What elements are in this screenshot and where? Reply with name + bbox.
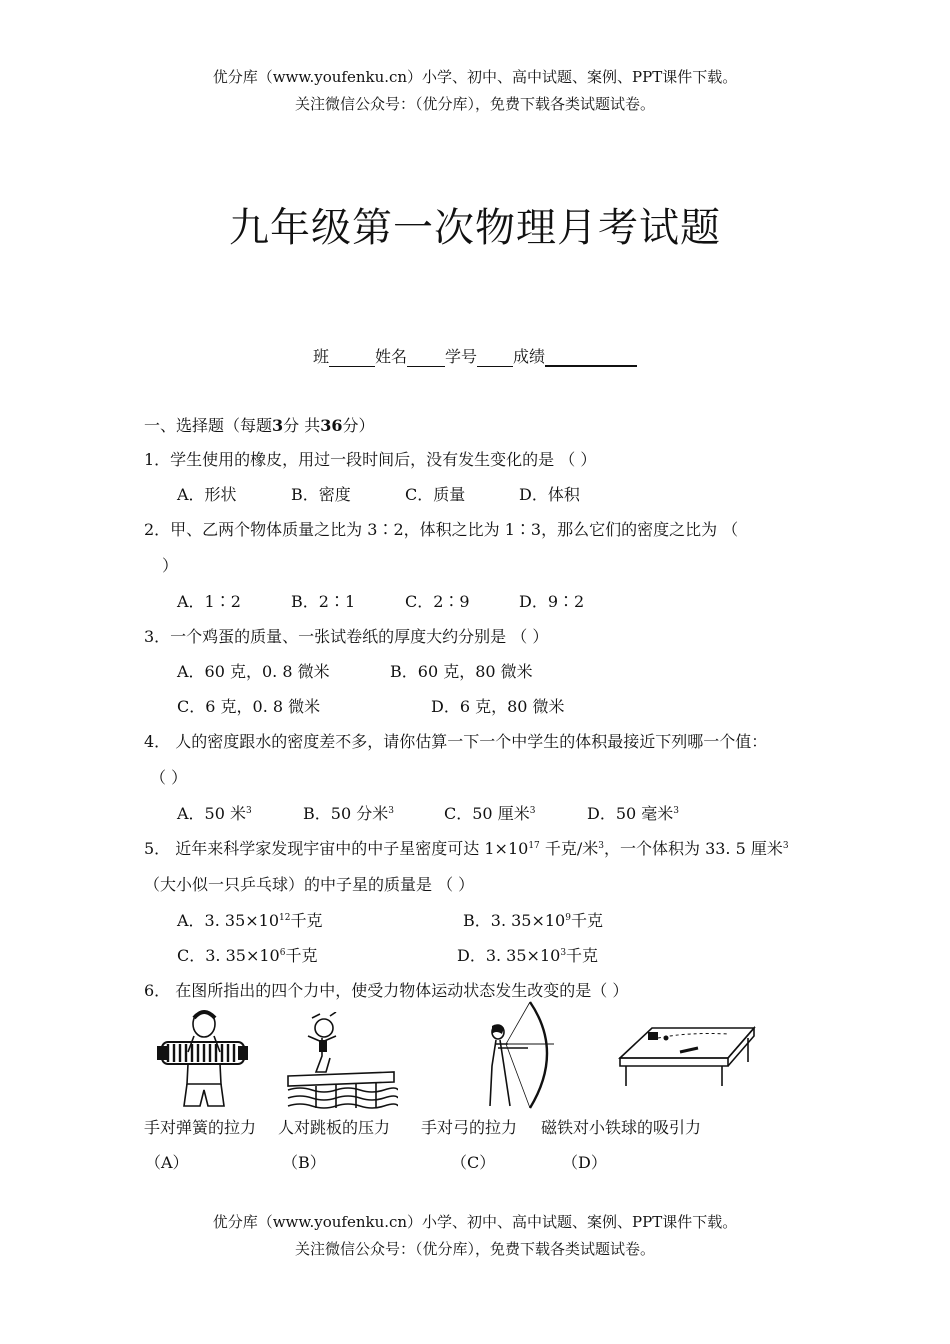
q6-stem: 6． 在图所指出的四个力中，使受力物体运动状态发生改变的是（ ） — [144, 981, 629, 1000]
caption-b: 人对跳板的压力 — [278, 1118, 391, 1137]
footer-line-2: 关注微信公众号：（优分库），免费下载各类试题试卷。 — [294, 1240, 655, 1258]
q1-stem: 1．学生使用的橡皮，用过一段时间后，没有发生变化的是 （ ） — [144, 450, 597, 469]
caption-c: 手对弓的拉力 — [421, 1118, 518, 1137]
q5-option-c[interactable]: C．3. $35\times 10^6$千克 — [177, 946, 318, 965]
q4-stem: 4． 人的密度跟水的密度差不多，请你估算一下一个中学生的体积最接近下列哪一个值： — [144, 732, 768, 751]
label-d: （D） — [562, 1153, 607, 1172]
q1-option-b[interactable]: B．密度 — [291, 485, 351, 504]
q5-option-b[interactable]: B．3. $35\times 10^9$千克 — [463, 911, 603, 930]
name-blank[interactable] — [407, 352, 445, 367]
name-label: 姓名 — [374, 347, 407, 366]
number-blank[interactable] — [477, 352, 513, 367]
header-line-1: 优分库（www.youfenku.cn）小学、初中、高中试题、案例、PPT课件下载。 — [212, 68, 738, 86]
q1-option-a[interactable]: A．形状 — [177, 485, 237, 504]
header-line-2: 关注微信公众号：（优分库），免费下载各类试题试卷。 — [294, 95, 655, 113]
class-blank[interactable] — [329, 352, 375, 367]
q2-option-c[interactable]: C．2∶9 — [405, 592, 470, 611]
section-suffix: 分） — [342, 416, 375, 435]
q4-option-b[interactable]: B．50 分米$^3$ — [303, 804, 394, 823]
q4-option-a[interactable]: A．50 米$^3$ — [177, 804, 252, 823]
q2-stem: 2．甲、乙两个物体质量之比为 3∶2，体积之比为 1∶3，那么它们的密度之比为 （ — [144, 520, 739, 539]
q4-option-d[interactable]: D．50 毫米$^3$ — [587, 804, 680, 823]
q1-option-d[interactable]: D．体积 — [519, 485, 580, 504]
figure-c-archer — [484, 1000, 556, 1110]
figure-d-magnet-table — [618, 1022, 756, 1088]
q5-stem-2: （大小似一只乒乓球）的中子星的质量是 （ ） — [144, 875, 475, 894]
q2-stem-end: ） — [162, 556, 179, 575]
q2-option-b[interactable]: B．2∶1 — [291, 592, 356, 611]
q2-option-d[interactable]: D．9∶2 — [519, 592, 585, 611]
student-info-line — [0, 344, 950, 367]
label-c: （C） — [451, 1153, 496, 1172]
q3-option-b[interactable]: B．60 克，80 微米 — [390, 662, 533, 681]
figure-b-diving-board — [286, 1012, 398, 1110]
score-blank[interactable] — [545, 351, 637, 367]
footer-line-1: 优分库（www.youfenku.cn）小学、初中、高中试题、案例、PPT课件下载。 — [212, 1213, 738, 1231]
caption-a: 手对弹簧的拉力 — [144, 1118, 257, 1137]
section-mid: 分 共 — [283, 416, 321, 435]
label-a: （A） — [145, 1153, 189, 1172]
q3-stem: 3．一个鸡蛋的质量、一张试卷纸的厚度大约分别是 （ ） — [144, 627, 549, 646]
section-heading — [144, 413, 375, 436]
q3-option-d[interactable]: D．6 克，80 微米 — [431, 697, 565, 716]
class-label: 班 — [312, 347, 329, 366]
q1-option-c[interactable]: C．质量 — [405, 485, 466, 504]
q5-option-d[interactable]: D．3. $35\times 10^3$千克 — [457, 946, 599, 965]
number-label: 学号 — [445, 347, 478, 366]
section-points-each: 3 — [272, 416, 284, 435]
q5-stem: 5． 近年来科学家发现宇宙中的中子星密度可达 $1\times 10^{17}$ 千克/米$^3$，一个体积为 33. 5 厘米$^3$ — [144, 839, 789, 858]
label-b: （B） — [282, 1153, 326, 1172]
q4-answer-paren: （ ） — [150, 768, 188, 787]
q3-option-a[interactable]: A．60 克，0. 8 微米 — [177, 662, 330, 681]
score-label: 成绩 — [513, 347, 546, 366]
figure-a-spring — [154, 1006, 250, 1110]
page-title: 九年级第一次物理月考试题 — [229, 205, 721, 251]
q3-option-c[interactable]: C．6 克，0. 8 微米 — [177, 697, 321, 716]
q2-option-a[interactable]: A．1∶2 — [177, 592, 241, 611]
q5-option-a[interactable]: A．3. $35\times 10^{12}$千克 — [177, 911, 323, 930]
section-prefix: 一、选择题（每题 — [144, 416, 273, 435]
caption-d: 磁铁对小铁球的吸引力 — [541, 1118, 702, 1137]
section-points-total: 36 — [320, 416, 343, 435]
q4-option-c[interactable]: C．50 厘米$^3$ — [444, 804, 536, 823]
